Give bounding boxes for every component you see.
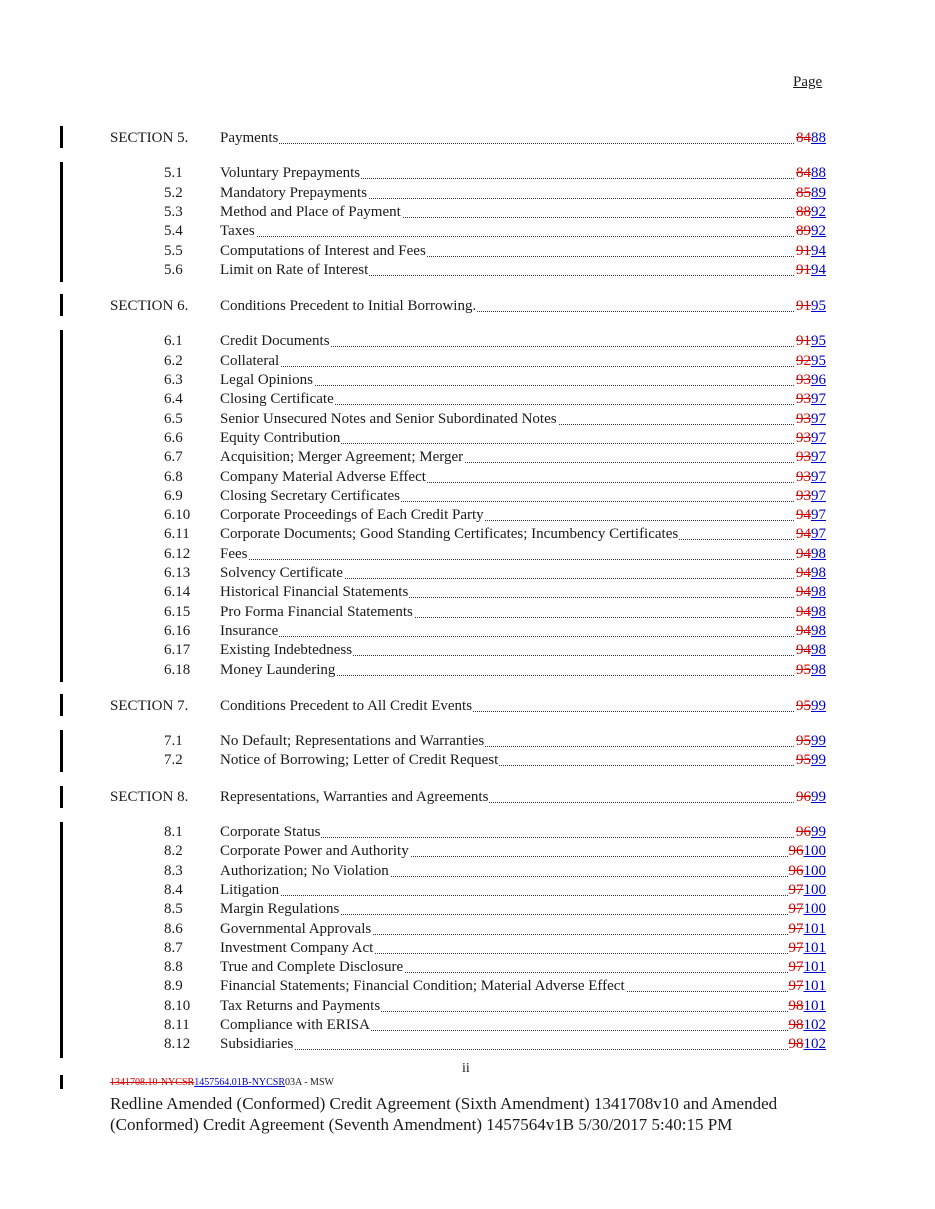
- toc-page-deleted: 91: [796, 261, 811, 278]
- toc-number: 6.7: [164, 449, 183, 466]
- toc-page-ref[interactable]: [795, 352, 826, 371]
- toc-page-deleted: 84: [796, 165, 811, 182]
- toc-title: Corporate Power and Authority: [220, 843, 409, 860]
- toc-title: Representations, Warranties and Agreements: [220, 788, 489, 805]
- toc-title: Pro Forma Financial Statements: [220, 603, 413, 620]
- toc-title: Corporate Documents; Good Standing Certificates; Incumbency Certificates: [220, 526, 679, 543]
- toc-page-deleted: 85: [796, 184, 811, 201]
- toc-page-ref[interactable]: [795, 641, 826, 660]
- toc-page-ref[interactable]: [788, 920, 827, 939]
- toc-page-deleted: 95: [796, 752, 811, 769]
- toc-row[interactable]: [0, 332, 935, 351]
- toc-number: 6.9: [164, 487, 183, 504]
- toc-number: 6.11: [164, 526, 190, 543]
- toc-page-deleted: 95: [796, 697, 811, 714]
- toc-row[interactable]: [0, 583, 935, 602]
- toc-page-inserted[interactable]: 100: [803, 901, 826, 918]
- toc-number: 5.2: [164, 184, 183, 201]
- toc-title: Tax Returns and Payments: [220, 997, 381, 1014]
- toc-page-inserted[interactable]: 97: [811, 429, 826, 446]
- toc-page-ref[interactable]: [795, 823, 826, 842]
- toc-row[interactable]: [0, 958, 935, 977]
- toc-page-ref[interactable]: [795, 448, 826, 467]
- toc-page-deleted: 96: [788, 843, 804, 860]
- toc-page-ref[interactable]: [795, 564, 826, 583]
- toc-page-ref[interactable]: [795, 222, 826, 241]
- toc-number: 5.3: [164, 203, 183, 220]
- toc-page-ref[interactable]: [788, 977, 827, 996]
- toc-page-inserted[interactable]: 96: [811, 372, 826, 388]
- toc-page-inserted[interactable]: 99: [811, 824, 826, 840]
- toc-page-deleted: 97: [788, 959, 804, 976]
- toc-page-inserted[interactable]: 95: [811, 333, 826, 350]
- toc-number: 6.10: [164, 507, 191, 524]
- toc-page-deleted: 93: [796, 410, 811, 427]
- toc-page-inserted[interactable]: 99: [811, 697, 826, 714]
- toc-title: Historical Financial Statements: [220, 584, 409, 601]
- toc-page-inserted[interactable]: 99: [811, 788, 826, 805]
- toc-page-inserted[interactable]: 100: [803, 862, 826, 879]
- toc-page-ref[interactable]: [788, 842, 827, 861]
- toc-row[interactable]: [0, 487, 935, 506]
- toc-page-deleted: 97: [788, 901, 804, 918]
- toc-row[interactable]: [0, 506, 935, 525]
- toc-page-ref[interactable]: [795, 788, 826, 807]
- toc-row[interactable]: [0, 641, 935, 660]
- toc-title: Compliance with ERISA: [220, 1017, 370, 1033]
- footer-id-suffix: 03A - MSW: [285, 1077, 334, 1088]
- toc-page-inserted[interactable]: 92: [811, 203, 826, 220]
- toc-page-ref[interactable]: [795, 410, 826, 429]
- toc-page-ref[interactable]: [795, 732, 826, 751]
- toc-page-inserted[interactable]: 102: [803, 1017, 826, 1033]
- toc-title: Subsidiaries: [220, 1036, 294, 1053]
- toc-page-ref[interactable]: [795, 429, 826, 448]
- toc-page-inserted[interactable]: 97: [811, 391, 826, 408]
- toc-title: Corporate Proceedings of Each Credit Party: [220, 507, 484, 524]
- toc-number: 6.15: [164, 603, 191, 620]
- toc-page-inserted[interactable]: 97: [811, 468, 826, 485]
- toc-page-ref[interactable]: [795, 129, 826, 148]
- toc-page-inserted[interactable]: 92: [811, 223, 826, 240]
- toc-number: 5.4: [164, 223, 183, 240]
- toc-page-deleted: 97: [788, 939, 804, 956]
- toc-page-inserted[interactable]: 94: [811, 242, 826, 259]
- page-number: ii: [462, 1061, 470, 1076]
- toc-number: 6.3: [164, 372, 183, 388]
- toc-page-inserted[interactable]: 88: [811, 130, 826, 146]
- toc-row[interactable]: [0, 1035, 935, 1054]
- toc-number: 8.5: [164, 901, 183, 918]
- toc-number: 6.1: [164, 333, 183, 350]
- toc-page-ref[interactable]: [788, 900, 827, 919]
- toc-number: SECTION 6.: [110, 298, 189, 315]
- footer-document-id: [110, 1077, 334, 1088]
- toc-page-deleted: 94: [796, 526, 811, 543]
- toc-row[interactable]: [0, 939, 935, 958]
- footer-note: Redline Amended (Conformed) Credit Agreement (Sixth Amendment) 1341708v10 and Amended (Conformed) Credit Agreement (Seventh Amendment) 1457564v1B 5/30/2017 5:40:15 PM: [110, 1094, 778, 1134]
- toc-title: Equity Contribution: [220, 429, 341, 446]
- toc-page-inserted[interactable]: 98: [811, 545, 826, 562]
- toc-page-deleted: 93: [796, 372, 811, 388]
- dot-leader: [220, 1049, 824, 1050]
- toc-page-deleted: 97: [788, 978, 804, 995]
- toc-page-inserted[interactable]: 102: [803, 1036, 826, 1053]
- toc-page-ref[interactable]: [795, 603, 826, 622]
- toc-row[interactable]: [0, 900, 935, 919]
- toc-page-ref[interactable]: [795, 751, 826, 770]
- toc-row[interactable]: [0, 862, 935, 881]
- toc-page-ref[interactable]: [795, 390, 826, 409]
- toc-title: Solvency Certificate: [220, 565, 343, 581]
- toc-page-ref[interactable]: [795, 487, 826, 506]
- toc-page-deleted: 94: [796, 642, 811, 659]
- toc-page-deleted: 98: [788, 1036, 804, 1053]
- toc-page-inserted[interactable]: 88: [811, 165, 826, 182]
- toc-title: Mandatory Prepayments: [220, 184, 368, 201]
- toc-page-deleted: 88: [796, 203, 811, 220]
- toc-number: 5.5: [164, 242, 183, 259]
- toc-title: Credit Documents: [220, 333, 330, 350]
- toc-page-ref[interactable]: [788, 958, 827, 977]
- dot-leader: [220, 636, 824, 637]
- toc-row[interactable]: [0, 371, 935, 390]
- toc-row[interactable]: [0, 410, 935, 429]
- toc-row[interactable]: [0, 622, 935, 641]
- toc-page-inserted[interactable]: 97: [811, 526, 826, 543]
- toc-number: 8.7: [164, 939, 183, 956]
- toc-page-ref[interactable]: [795, 622, 826, 641]
- toc-page-inserted[interactable]: 95: [811, 352, 826, 369]
- toc-number: 6.8: [164, 468, 183, 485]
- toc-title: Company Material Adverse Effect: [220, 468, 426, 485]
- toc-page-ref[interactable]: [795, 297, 826, 316]
- toc-row[interactable]: [0, 661, 935, 680]
- toc-number: SECTION 8.: [110, 788, 189, 805]
- toc-number: 6.16: [164, 622, 191, 639]
- toc-row[interactable]: [0, 222, 935, 241]
- toc-row[interactable]: [0, 352, 935, 371]
- change-bar: [60, 1075, 63, 1089]
- toc-page-deleted: 95: [796, 661, 811, 678]
- toc-page-deleted: 89: [796, 223, 811, 240]
- toc-page-ref[interactable]: [795, 506, 826, 525]
- toc-number: 6.14: [164, 584, 191, 601]
- footer-id-inserted: 1457564.01B-NYCSR: [194, 1077, 286, 1088]
- toc-page-ref[interactable]: [788, 1016, 827, 1035]
- toc-number: 8.3: [164, 862, 183, 879]
- toc-number: 5.6: [164, 261, 183, 278]
- toc-page-inserted[interactable]: 98: [811, 603, 826, 620]
- toc-page-deleted: 93: [796, 429, 811, 446]
- toc-page-deleted: 93: [796, 468, 811, 485]
- toc-page-inserted[interactable]: 99: [811, 733, 826, 750]
- toc-number: 8.1: [164, 824, 183, 840]
- toc-page-ref[interactable]: [788, 939, 827, 958]
- toc-number: 6.4: [164, 391, 183, 408]
- toc-title: Money Laundering: [220, 661, 336, 678]
- toc-row[interactable]: [0, 164, 935, 183]
- toc-row[interactable]: [0, 203, 935, 222]
- toc-page-inserted[interactable]: 97: [811, 449, 826, 466]
- toc-title: Closing Secretary Certificates: [220, 487, 400, 504]
- toc-page-ref[interactable]: [788, 881, 827, 900]
- toc-title: Notice of Borrowing; Letter of Credit Request: [220, 752, 499, 769]
- footer-id-deleted: 1341708.10-NYCSR: [110, 1077, 195, 1088]
- toc-row[interactable]: [0, 823, 935, 842]
- toc-page-ref[interactable]: [795, 332, 826, 351]
- toc-page-ref[interactable]: [795, 583, 826, 602]
- dot-leader: [220, 895, 824, 896]
- toc-row[interactable]: [0, 564, 935, 583]
- toc-page-inserted[interactable]: 101: [803, 939, 826, 956]
- toc-page-ref[interactable]: [795, 545, 826, 564]
- toc-page-ref[interactable]: [795, 525, 826, 544]
- toc-number: 8.2: [164, 843, 183, 860]
- toc-row[interactable]: [0, 842, 935, 861]
- toc-title: Acquisition; Merger Agreement; Merger: [220, 449, 464, 466]
- toc-number: 7.1: [164, 733, 183, 750]
- toc-row[interactable]: [0, 881, 935, 900]
- toc-page-deleted: 94: [796, 565, 811, 581]
- toc-title: Voluntary Prepayments: [220, 165, 361, 182]
- toc-page-inserted[interactable]: 98: [811, 642, 826, 659]
- toc-title: Corporate Status: [220, 824, 321, 840]
- toc-page-deleted: 94: [796, 545, 811, 562]
- toc-page-ref[interactable]: [795, 661, 826, 680]
- toc-page-inserted[interactable]: 100: [803, 843, 826, 860]
- toc-row[interactable]: [0, 242, 935, 261]
- toc-title: Computations of Interest and Fees: [220, 242, 426, 259]
- toc-number: 8.11: [164, 1017, 190, 1033]
- toc-row[interactable]: [0, 261, 935, 280]
- toc-page-inserted[interactable]: 97: [811, 507, 826, 524]
- toc-page-deleted: 96: [796, 824, 811, 840]
- toc-title: Insurance: [220, 622, 279, 639]
- toc-page-deleted: 93: [796, 449, 811, 466]
- toc-page-deleted: 94: [796, 584, 811, 601]
- toc-page-inserted[interactable]: 101: [803, 920, 826, 937]
- toc-number: 6.13: [164, 565, 191, 581]
- toc-page-inserted[interactable]: 99: [811, 752, 826, 769]
- toc-page-deleted: 97: [788, 881, 804, 898]
- toc-page-inserted[interactable]: 101: [803, 959, 826, 976]
- toc-number: 6.12: [164, 545, 191, 562]
- toc-row[interactable]: [0, 920, 935, 939]
- toc-title: Collateral: [220, 352, 280, 369]
- dot-leader: [220, 236, 824, 237]
- page-label: Page: [793, 74, 823, 90]
- toc-section-row[interactable]: [0, 697, 935, 716]
- toc-section-row[interactable]: [0, 129, 935, 148]
- toc-number: 6.17: [164, 642, 191, 659]
- toc-title: Fees: [220, 545, 248, 562]
- toc-page-ref[interactable]: [795, 468, 826, 487]
- toc-title: Senior Unsecured Notes and Senior Subordinated Notes: [220, 410, 557, 427]
- toc-page-inserted[interactable]: 101: [803, 978, 826, 995]
- toc-title: Limit on Rate of Interest: [220, 261, 369, 278]
- toc-page-deleted: 97: [788, 920, 804, 937]
- toc-number: 5.1: [164, 165, 183, 182]
- toc-title: Existing Indebtedness: [220, 642, 353, 659]
- toc-row[interactable]: [0, 448, 935, 467]
- toc-page-inserted[interactable]: 100: [803, 881, 826, 898]
- toc-page-inserted[interactable]: 98: [811, 622, 826, 639]
- toc-number: 6.2: [164, 352, 183, 369]
- toc-page-ref[interactable]: [795, 164, 826, 183]
- toc-title: Investment Company Act: [220, 939, 374, 956]
- toc-row[interactable]: [0, 1016, 935, 1035]
- dot-leader: [220, 366, 824, 367]
- toc-page-ref[interactable]: [795, 242, 826, 261]
- toc-row[interactable]: [0, 390, 935, 409]
- toc-title: Financial Statements; Financial Condition; Material Adverse Effect: [220, 978, 625, 995]
- toc-number: 8.6: [164, 920, 183, 937]
- toc-page-inserted[interactable]: 95: [811, 298, 826, 315]
- toc-number: SECTION 5.: [110, 130, 189, 146]
- toc-page-deleted: 94: [796, 622, 811, 639]
- toc-number: 6.5: [164, 410, 183, 427]
- toc-page-deleted: 93: [796, 487, 811, 504]
- toc-title: Legal Opinions: [220, 372, 313, 388]
- toc-page-deleted: 98: [788, 997, 804, 1014]
- toc-page-ref[interactable]: [795, 371, 826, 390]
- toc-section-row[interactable]: [0, 297, 935, 316]
- toc-row[interactable]: [0, 977, 935, 996]
- toc-number: 6.18: [164, 661, 191, 678]
- toc-row[interactable]: [0, 468, 935, 487]
- toc-title: Margin Regulations: [220, 901, 340, 918]
- toc-number: 8.12: [164, 1036, 191, 1053]
- toc-page-inserted[interactable]: 97: [811, 410, 826, 427]
- toc-page-deleted: 95: [796, 733, 811, 750]
- toc-row[interactable]: [0, 429, 935, 448]
- toc-row[interactable]: [0, 545, 935, 564]
- toc-row[interactable]: [0, 751, 935, 770]
- toc-page-inserted[interactable]: 94: [811, 261, 826, 278]
- toc-title: No Default; Representations and Warranties: [220, 733, 485, 750]
- toc-number: 8.9: [164, 978, 183, 995]
- toc-page-inserted[interactable]: 97: [811, 487, 826, 504]
- toc-page-deleted: 84: [796, 130, 811, 146]
- toc-number: 6.6: [164, 429, 183, 446]
- toc-section-row[interactable]: [0, 788, 935, 807]
- toc-page-ref[interactable]: [788, 862, 827, 881]
- toc-page-ref[interactable]: [795, 261, 826, 280]
- toc-page-deleted: 98: [788, 1017, 804, 1033]
- dot-leader: [220, 559, 824, 560]
- toc-page-inserted[interactable]: 101: [803, 997, 826, 1014]
- toc-title: Payments: [220, 130, 279, 146]
- toc-title: Authorization; No Violation: [220, 862, 389, 879]
- toc-row[interactable]: [0, 184, 935, 203]
- toc-page-deleted: 94: [796, 603, 811, 620]
- toc-row[interactable]: [0, 525, 935, 544]
- toc-page-deleted: 91: [796, 242, 811, 259]
- toc-page-inserted[interactable]: 98: [811, 565, 826, 581]
- toc-number: 7.2: [164, 752, 183, 769]
- toc-page-inserted[interactable]: 89: [811, 184, 826, 201]
- toc-page-deleted: 93: [796, 391, 811, 408]
- toc-page-inserted[interactable]: 98: [811, 661, 826, 678]
- toc-row[interactable]: [0, 732, 935, 751]
- toc-page-deleted: 94: [796, 507, 811, 524]
- toc-number: 8.8: [164, 959, 183, 976]
- toc-title: Taxes: [220, 223, 255, 240]
- toc-number: SECTION 7.: [110, 697, 189, 714]
- toc-number: 8.10: [164, 997, 191, 1014]
- toc-number: 8.4: [164, 881, 183, 898]
- toc-title: Litigation: [220, 881, 280, 898]
- toc-title: Governmental Approvals: [220, 920, 372, 937]
- toc-page-ref[interactable]: [795, 184, 826, 203]
- toc-page-ref[interactable]: [795, 203, 826, 222]
- toc-title: True and Complete Disclosure: [220, 959, 404, 976]
- toc-title: Conditions Precedent to All Credit Events: [220, 697, 473, 714]
- toc-page-deleted: 96: [796, 788, 811, 805]
- toc-page-inserted[interactable]: 98: [811, 584, 826, 601]
- toc-page-deleted: 96: [788, 862, 804, 879]
- dot-leader: [220, 143, 824, 144]
- toc-row[interactable]: [0, 603, 935, 622]
- toc-page-deleted: 91: [796, 333, 811, 350]
- toc-page-deleted: 92: [796, 352, 811, 369]
- toc-page-ref[interactable]: [795, 697, 826, 716]
- toc-title: Conditions Precedent to Initial Borrowing.: [220, 298, 477, 315]
- toc-title: Method and Place of Payment: [220, 203, 401, 220]
- toc-row[interactable]: [0, 997, 935, 1016]
- toc-title: Closing Certificate: [220, 391, 334, 408]
- toc-page-ref[interactable]: [788, 997, 827, 1016]
- toc-page-deleted: 91: [796, 298, 811, 315]
- toc-page-ref[interactable]: [788, 1035, 827, 1054]
